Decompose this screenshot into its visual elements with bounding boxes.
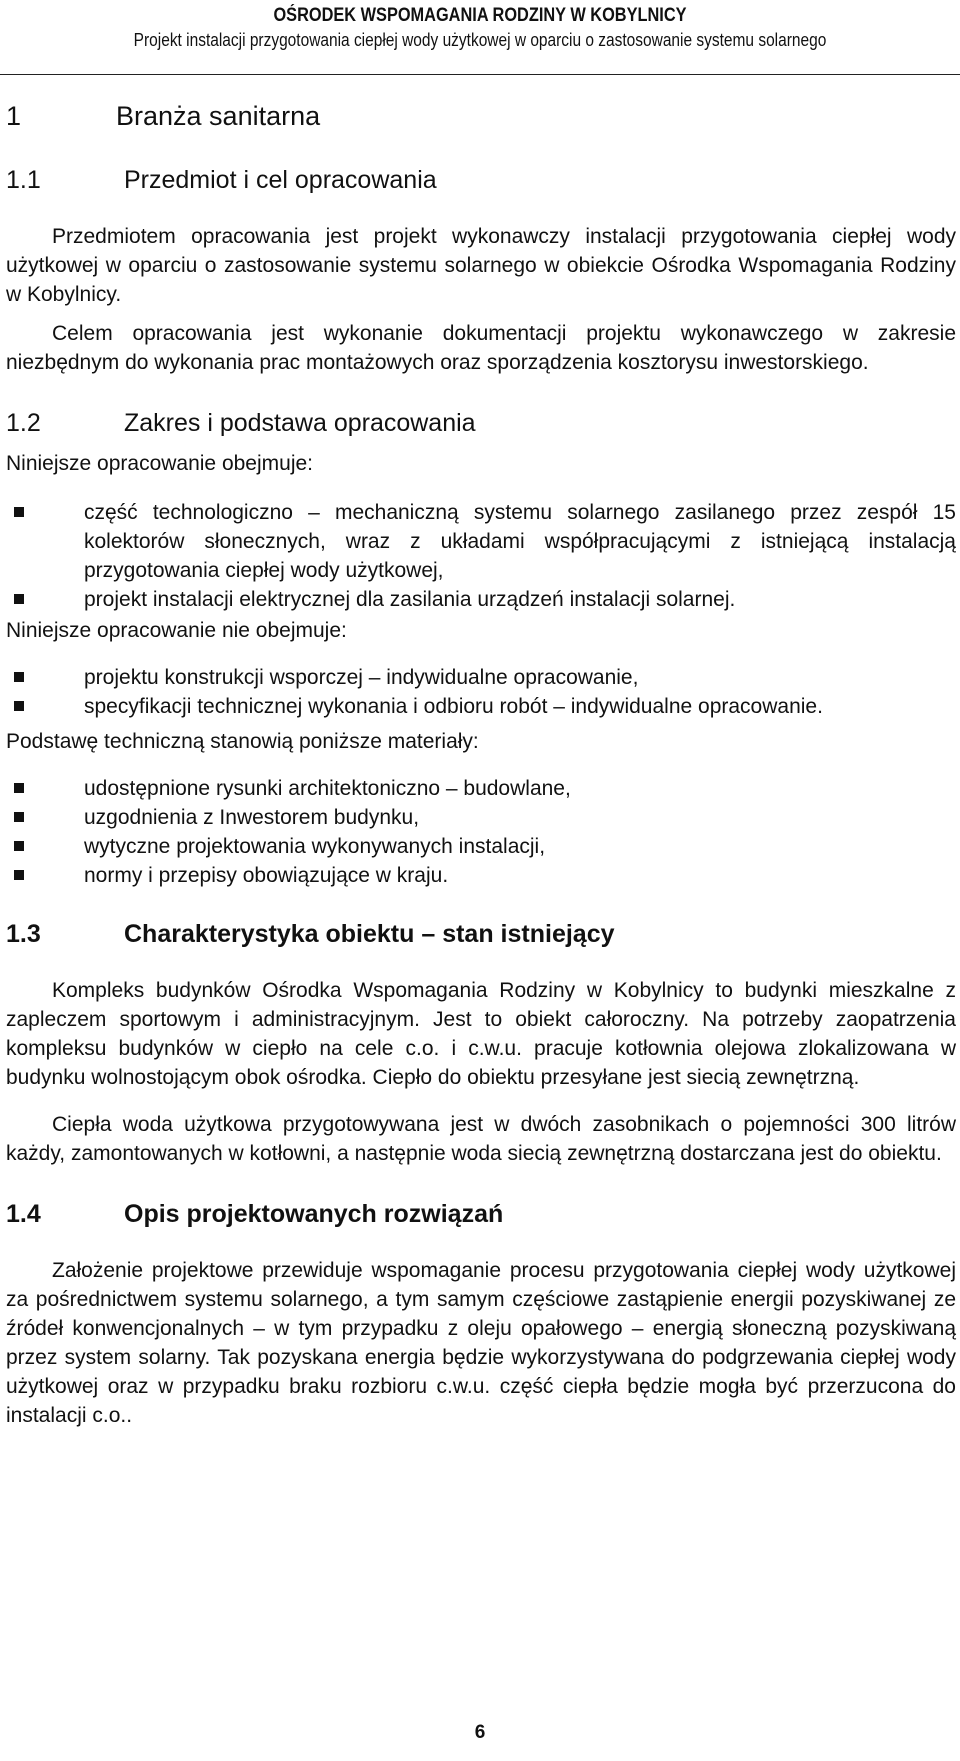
document-body: [6, 96, 956, 1430]
section-title: Zakres i podstawa opracowania: [124, 408, 476, 437]
paragraph: Celem opracowania jest wykonanie dokumentacji projektu wykonawczego w zakresie niezbędnym do wykonania prac montażowych oraz sporządzenia kosztorysu inwestorskiego.: [6, 322, 956, 374]
list-item: część technologiczno – mechaniczną systemu solarnego zasilanego przez zespół 15 kolektorów słonecznych, wraz z układami współpracującymi z istniejącą instalacją przygotowania ciepłej wody użytkowej,: [6, 498, 956, 585]
section-1-2-heading: [6, 403, 956, 443]
paragraph: Założenie projektowe przewiduje wspomaganie procesu przygotowania ciepłej wody użytkowej za pośrednictwem systemu solarnego, a tym samym częściowe zastąpienie energii pozyskiwanej ze źródeł konwencjonalnych – w tym przypadku z oleju opałowego – energią słoneczną pozyskiwaną przez system solarny. Tak pozyskana energia będzie wykorzystywana do podgrzewania ciepłej wody użytkowej oraz w przypadku braku rozbioru c.w.u. część ciepła będzie mogła być przerzucona do instalacji c.o..: [6, 1259, 956, 1427]
excludes-label: Niniejsze opracowanie nie obejmuje:: [6, 619, 347, 642]
basis-list: [6, 774, 956, 890]
section-1-1-heading: [6, 160, 956, 200]
paragraph: Kompleks budynków Ośrodka Wspomagania Rodziny w Kobylnicy to budynki mieszkalne z zapleczem sportowym i administracyjnym. Jest to obiekt całoroczny. Na potrzeby zaopatrzenia kompleksu budynków w ciepło na cele c.o. i c.w.u. pracuje kotłownia olejowa zlokalizowana w budynku wolnostojącym obok ośrodka. Ciepło do obiektu przesyłane jest siecią zewnętrzną.: [6, 979, 956, 1089]
page-header: [0, 4, 960, 52]
includes-list: [6, 498, 956, 614]
excludes-list: [6, 663, 956, 721]
list-item: wytyczne projektowania wykonywanych instalacji,: [6, 832, 956, 861]
page-number: 6: [474, 1722, 486, 1743]
includes-label: Niniejsze opracowanie obejmuje:: [6, 452, 314, 475]
section-1-heading: [6, 96, 956, 136]
list-item: specyfikacji technicznej wykonania i odbioru robót – indywidualne opracowanie.: [6, 692, 956, 721]
section-number: 1.4: [6, 1199, 41, 1228]
list-item: projekt instalacji elektrycznej dla zasilania urządzeń instalacji solarnej.: [6, 585, 956, 614]
square-bullet-icon: [14, 507, 24, 517]
square-bullet-icon: [14, 812, 24, 822]
header-title: OŚRODEK WSPOMAGANIA RODZINY W KOBYLNICY: [273, 5, 687, 26]
section-title: Branża sanitarna: [116, 100, 321, 131]
paragraph: Ciepła woda użytkowa przygotowywana jest w dwóch zasobnikach o pojemności 300 litrów każdy, zamontowanych w kotłowni, a następnie woda siecią zewnętrzną dostarczana jest do obiektu.: [6, 1113, 956, 1165]
section-1-4-heading: [6, 1194, 956, 1234]
paragraph: Przedmiotem opracowania jest projekt wykonawczy instalacji przygotowania ciepłej wody użytkowej w oparciu o zastosowanie systemu solarnego w obiekcie Ośrodka Wspomagania Rodziny w Kobylnicy.: [6, 225, 956, 306]
list-item: udostępnione rysunki architektoniczno – budowlane,: [6, 774, 956, 803]
square-bullet-icon: [14, 870, 24, 880]
basis-label: Podstawę techniczną stanowią poniższe materiały:: [6, 730, 479, 753]
list-item: normy i przepisy obowiązujące w kraju.: [6, 861, 956, 890]
section-title: Charakterystyka obiektu – stan istniejący: [124, 919, 615, 948]
list-item: uzgodnienia z Inwestorem budynku,: [6, 803, 956, 832]
section-1-3-heading: [6, 914, 956, 954]
square-bullet-icon: [14, 783, 24, 793]
header-rule: [0, 74, 960, 75]
section-number: 1.1: [6, 165, 41, 194]
square-bullet-icon: [14, 841, 24, 851]
square-bullet-icon: [14, 594, 24, 604]
header-subtitle: Projekt instalacji przygotowania ciepłej wody użytkowej w oparciu o zastosowanie systemu solarnego: [133, 30, 827, 50]
square-bullet-icon: [14, 672, 24, 682]
section-title: Przedmiot i cel opracowania: [124, 165, 437, 194]
section-title: Opis projektowanych rozwiązań: [124, 1199, 504, 1228]
section-number: 1: [6, 100, 22, 131]
section-number: 1.2: [6, 408, 41, 437]
list-item: projektu konstrukcji wsporczej – indywidualne opracowanie,: [6, 663, 956, 692]
section-number: 1.3: [6, 919, 41, 948]
square-bullet-icon: [14, 701, 24, 711]
